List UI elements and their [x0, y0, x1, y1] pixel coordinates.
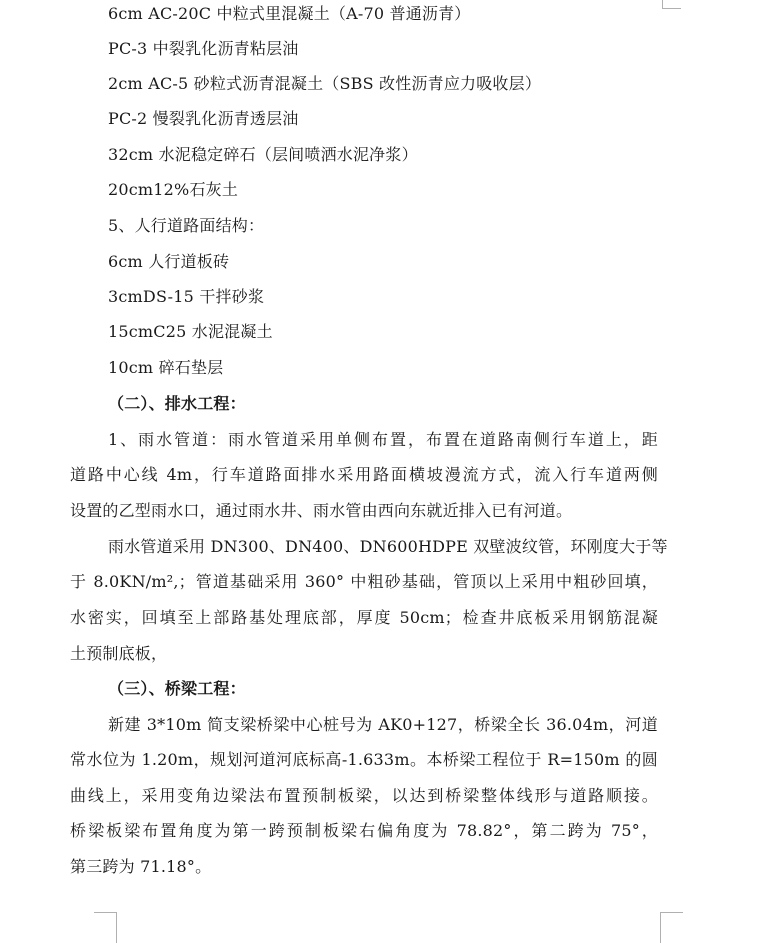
bridge-para-line2: 常水位为 1.20m，规划河道河底标高-1.633m。本桥梁工程位于 R=150m 的圆 — [70, 750, 658, 769]
drainage-heading: （二）、排水工程： — [108, 394, 246, 413]
drainage-para1-line2: 道路中心线 4m，行车道路面排水采用路面横坡漫流方式，流入行车道两侧 — [70, 465, 658, 484]
pavement-layer-cement-stabilized: 32cm 水泥稳定碎石（层间喷洒水泥净浆） — [108, 145, 418, 164]
sidewalk-layer-mortar: 3cmDS-15 干拌砂浆 — [108, 287, 265, 306]
drainage-para2-line4: 土预制底板， — [70, 644, 168, 663]
bridge-para-line1: 新建 3*10m 简支梁桥梁中心桩号为 AK0+127，桥梁全长 36.04m，河道 — [108, 715, 658, 734]
pavement-layer-pc3: PC-3 中裂乳化沥青粘层油 — [108, 39, 299, 58]
pavement-layer-ac20c: 6cm AC-20C 中粒式里混凝土（A-70 普通沥青） — [108, 4, 471, 23]
sidewalk-layer-gravel: 10cm 碎石垫层 — [108, 358, 224, 377]
drainage-para2-line3: 水密实，回填至上部路基处理底部，厚度 50cm；检查井底板采用钢筋混凝 — [70, 608, 658, 627]
bridge-para-line3: 曲线上，采用变角边梁法布置预制板梁，以达到桥梁整体线形与道路顺接。 — [70, 786, 658, 805]
sidewalk-heading: 5、人行道路面结构： — [108, 216, 265, 235]
page-corner-mark-top-right — [662, 0, 681, 9]
drainage-para2-line2: 于 8.0KN/m²,；管道基础采用 360° 中粗砂基础，管顶以上采用中粗砂回填， — [70, 572, 658, 591]
bridge-para-line5: 第三跨为 71.18°。 — [70, 857, 212, 876]
pavement-layer-pc2: PC-2 慢裂乳化沥青透层油 — [108, 109, 299, 128]
drainage-para2-line1: 雨水管道采用 DN300、DN400、DN600HDPE 双壁波纹管，环刚度大于等 — [108, 537, 668, 556]
pavement-layer-ac5: 2cm AC-5 砂粒式沥青混凝土（SBS 改性沥青应力吸收层） — [108, 74, 542, 93]
drainage-para1-line1: 1、雨水管道：雨水管道采用单侧布置，布置在道路南侧行车道上，距 — [108, 430, 658, 449]
bridge-para-line4: 桥梁板梁布置角度为第一跨预制板梁右偏角度为 78.82°，第二跨为 75°， — [70, 821, 658, 840]
page-corner-mark-bottom-left — [94, 912, 117, 943]
sidewalk-layer-concrete: 15cmC25 水泥混凝土 — [108, 322, 273, 341]
drainage-para1-line3: 设置的乙型雨水口，通过雨水井、雨水管由西向东就近排入已有河道。 — [70, 501, 573, 520]
page-corner-mark-bottom-right — [660, 912, 683, 943]
sidewalk-layer-brick: 6cm 人行道板砖 — [108, 252, 230, 271]
bridge-heading: （三）、桥梁工程： — [108, 679, 246, 698]
pavement-layer-lime-soil: 20cm12%石灰土 — [108, 180, 239, 199]
